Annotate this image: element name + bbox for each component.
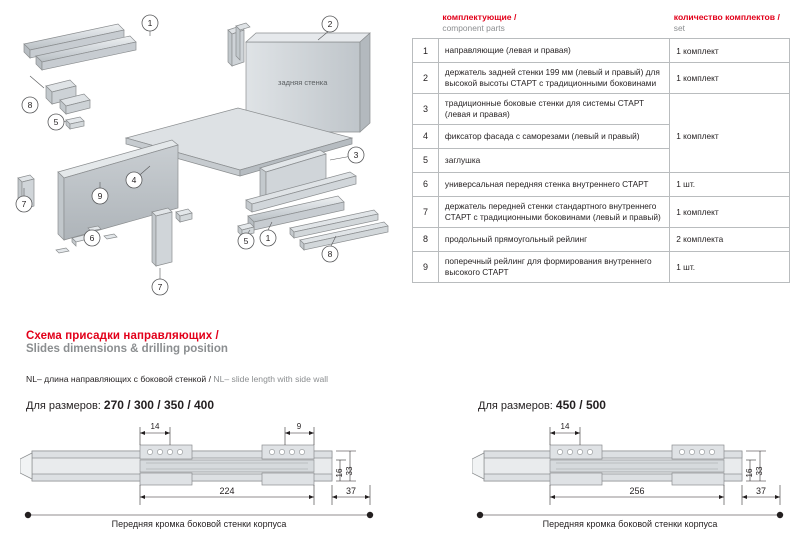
right-heading-label: Для размеров: (478, 400, 553, 412)
table-row (413, 227, 790, 251)
svg-text:2: 2 (327, 19, 333, 29)
row-component: традиционные боковые стенки для системы СТАРТ (левая и правая) (438, 94, 669, 125)
table-row (413, 63, 790, 94)
right-dim-v-outer: 33 (755, 466, 764, 476)
right-caption: Передняя кромка боковой стенки корпуса (542, 519, 718, 529)
row-component: держатель задней стенки 199 мм (левый и правый) для высокой высоты СТАРТ с традиционными боковинами (438, 63, 669, 94)
right-heading-sizes: 450 / 500 (555, 398, 606, 412)
nl-note-en: NL– slide length with side wall (213, 374, 329, 384)
callout-5-upper (48, 114, 64, 130)
callout-3-right (348, 147, 364, 163)
row-number: 4 (413, 124, 439, 148)
svg-text:5: 5 (53, 117, 59, 127)
row-number: 3 (413, 94, 439, 125)
part-slide-rail-upper (24, 24, 136, 70)
table-row (413, 94, 790, 125)
callout-5-lower (238, 233, 254, 249)
callout-8-lower (322, 246, 338, 262)
header-component-ru: комплектующие / (442, 12, 517, 22)
label-back-wall: задняя стенка (278, 78, 328, 87)
table-row (413, 124, 790, 148)
row-number: 5 (413, 148, 439, 172)
left-dim-bottom-right: 37 (345, 486, 357, 496)
row-component: поперечный рейлинг для формирования внутреннего высокого СТАРТ (438, 251, 669, 282)
svg-text:5: 5 (243, 236, 249, 246)
left-heading-label: Для размеров: (26, 400, 101, 412)
section-heading (26, 330, 406, 355)
svg-text:8: 8 (27, 100, 33, 110)
part-facade-fixer (176, 209, 192, 222)
row-number: 8 (413, 227, 439, 251)
part-front-wall-holder-7b (152, 208, 172, 266)
part-plug-5-upper (66, 117, 84, 129)
row-component: заглушка (438, 148, 669, 172)
row-set: 1 комплект (670, 124, 790, 148)
svg-text:7: 7 (157, 282, 163, 292)
svg-text:1: 1 (265, 233, 271, 243)
exploded-assembly-diagram (0, 0, 412, 300)
callout-6 (84, 230, 100, 246)
section-title-en: Slides dimensions & drilling position (26, 343, 228, 355)
row-set (670, 148, 790, 172)
svg-text:9: 9 (97, 191, 103, 201)
svg-text:1: 1 (147, 18, 153, 28)
row-set: 1 комплект (670, 63, 790, 94)
row-set: 1 комплект (670, 196, 790, 227)
svg-text:7: 7 (21, 199, 27, 209)
header-qty (670, 10, 790, 39)
row-set: 1 шт. (670, 251, 790, 282)
table-row (413, 196, 790, 227)
left-heading-sizes: 270 / 300 / 350 / 400 (103, 398, 215, 412)
left-dim-v-outer: 33 (345, 466, 354, 476)
callout-7-left (16, 196, 32, 212)
left-dim-top-left: 14 (150, 422, 160, 431)
left-dim-bottom-main: 224 (219, 486, 235, 496)
part-bracket-left-small (46, 80, 90, 114)
row-component: универсальная передняя стенка внутреннего СТАРТ (438, 172, 669, 196)
svg-text:4: 4 (131, 175, 137, 185)
svg-text:8: 8 (327, 249, 333, 259)
left-caption: Передняя кромка боковой стенки корпуса (111, 519, 287, 529)
row-set: 2 комплекта (670, 227, 790, 251)
callout-2 (322, 16, 338, 32)
row-component: продольный прямоугольный рейлинг (438, 227, 669, 251)
callout-1-lower (260, 230, 276, 246)
left-dim-v-inner: 16 (335, 468, 344, 478)
svg-text:6: 6 (89, 233, 95, 243)
component-parts-table (412, 10, 790, 283)
callout-9 (92, 188, 108, 204)
row-set: 1 комплект (670, 39, 790, 63)
nl-note (26, 374, 328, 384)
table-row (413, 39, 790, 63)
svg-text:3: 3 (353, 150, 359, 160)
row-component: держатель передней стенки стандартного внутреннего СТАРТ с традиционными боковинами (левый и правый) (438, 196, 669, 227)
right-drawing-heading (478, 398, 606, 412)
header-number (413, 10, 439, 39)
row-set (670, 94, 790, 125)
right-dim-bottom-main: 256 (629, 486, 645, 496)
left-drawing-heading (26, 398, 214, 412)
table-header-row (413, 10, 790, 39)
row-number: 1 (413, 39, 439, 63)
header-component-en: component parts (442, 22, 505, 33)
section-title-ru: Схема присадки направляющих / (26, 330, 219, 342)
table-row (413, 251, 790, 282)
row-number: 2 (413, 63, 439, 94)
row-component: направляющие (левая и правая) (438, 39, 669, 63)
row-set: 1 шт. (670, 172, 790, 196)
row-number: 9 (413, 251, 439, 282)
row-number: 7 (413, 196, 439, 227)
row-number: 6 (413, 172, 439, 196)
callout-7-lower (152, 279, 168, 295)
callout-4 (126, 172, 142, 188)
table-row (413, 148, 790, 172)
nl-note-ru: NL– длина направляющих с боковой стенкой / (26, 374, 212, 384)
right-dim-v-inner: 16 (745, 468, 754, 478)
callout-8-upper (22, 97, 38, 113)
right-technical-drawing (472, 415, 792, 535)
left-dim-top-right: 9 (296, 422, 302, 431)
header-component (438, 10, 669, 39)
right-dim-bottom-right: 37 (755, 486, 767, 496)
table-row (413, 172, 790, 196)
row-component: фиксатор фасада с саморезами (левый и правый) (438, 124, 669, 148)
right-dim-top-left: 14 (560, 422, 570, 431)
header-qty-ru: количество комплектов / (673, 12, 780, 22)
callout-1-upper (142, 15, 158, 31)
header-qty-en: set (673, 22, 685, 33)
left-technical-drawing (20, 415, 390, 535)
